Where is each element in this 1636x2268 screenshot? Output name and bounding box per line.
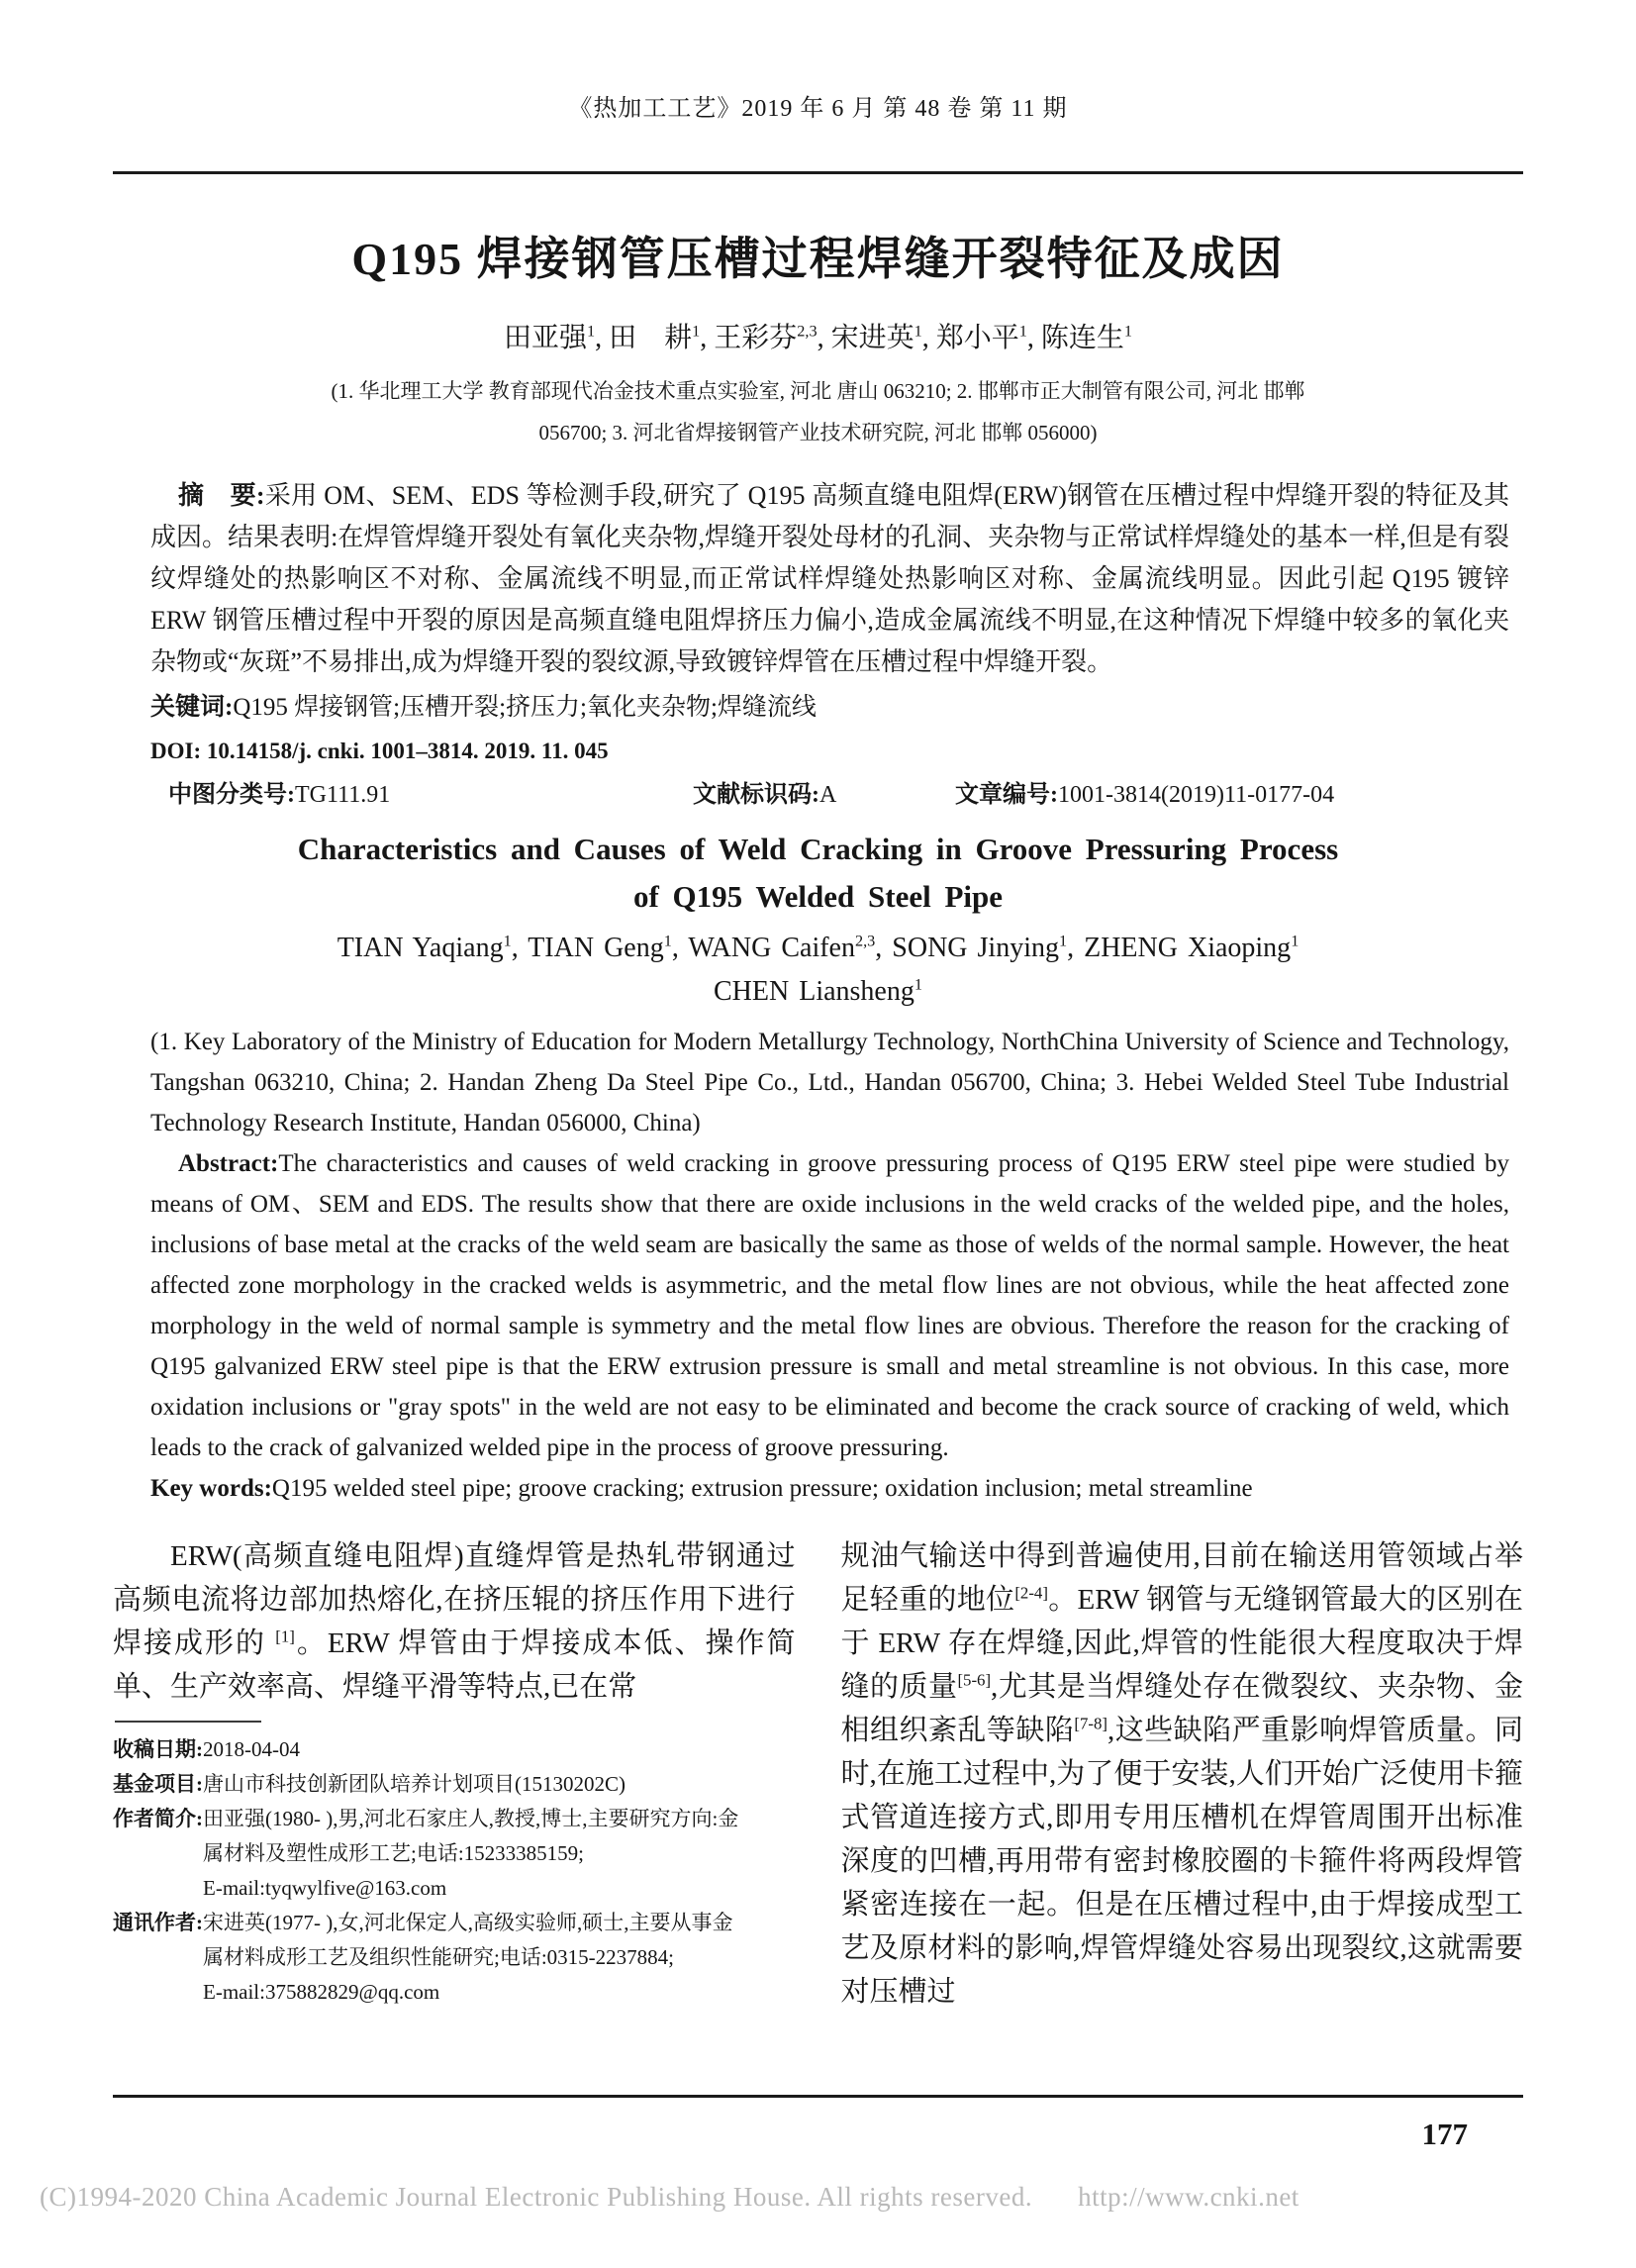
article-title-zh: Q195 焊接钢管压槽过程焊缝开裂特征及成因	[351, 234, 1285, 284]
footnote-label: 收稿日期:	[113, 1737, 203, 1761]
footer	[40, 2182, 1299, 2213]
article-title-en	[113, 826, 1523, 921]
affiliation-zh-line2: 056700; 3. 河北省焊接钢管产业技术研究院, 河北 邯郸 056000)	[538, 421, 1098, 444]
abstract-en	[150, 1143, 1509, 1468]
author-name: 郑小平	[935, 323, 1019, 353]
author-separator: ,	[817, 323, 831, 353]
author-name: WANG Caifen	[688, 933, 855, 963]
keywords-zh-label: 关键词:	[150, 694, 234, 721]
author-superscript: 1	[1058, 932, 1068, 950]
author-superscript: 1	[503, 932, 512, 950]
authors-zh	[113, 319, 1523, 358]
article-id-value: 1001-3814(2019)11-0177-04	[1058, 782, 1335, 808]
author	[337, 933, 529, 963]
footnotes	[113, 1732, 796, 2010]
footnote-line: 田亚强(1980- ),男,河北石家庄人,教授,博士,主要研究方向:金	[203, 1807, 739, 1830]
abstract-zh-label: 摘 要:	[178, 481, 265, 510]
author-separator: ,	[671, 933, 689, 963]
author-separator: ,	[595, 323, 610, 353]
author	[1041, 323, 1132, 353]
author	[528, 933, 688, 963]
footnote-line: 唐山市科技创新团队培养计划项目(15130202C)	[203, 1772, 626, 1796]
footnote-text	[203, 1802, 738, 1906]
body-text: 规油气输送中得到普遍使用,目前在输送用管领域占举足轻重的地位	[840, 1540, 1523, 1616]
doi-line: DOI: 10.14158/j. cnki. 1001–3814. 2019. 11. 045	[150, 739, 609, 763]
author-superscript: 1	[914, 975, 922, 994]
body-text: 。ERW 钢管与无缝钢管最大的区别在于 ERW 存在焊缝,因此,焊管的性能很大程度取决于焊缝的质量	[840, 1584, 1523, 1703]
author	[688, 933, 892, 963]
journal-header: 《热加工工艺》2019 年 6 月 第 48 卷 第 11 期	[568, 96, 1068, 122]
author-superscript: 1	[1291, 932, 1299, 950]
keywords-zh-text: Q195 焊接钢管;压槽开裂;挤压力;氧化夹杂物;焊缝流线	[233, 694, 817, 721]
author-superscript: 2,3	[854, 932, 876, 950]
author-superscript: 1	[1123, 322, 1132, 341]
article-id-label: 文章编号:	[955, 782, 1058, 808]
footnote-line: 2018-04-04	[203, 1737, 300, 1761]
author-superscript: 2,3	[797, 322, 818, 341]
author-superscript: 1	[663, 932, 672, 950]
author-separator: ,	[1026, 323, 1041, 353]
author	[1084, 933, 1299, 963]
footnote-line: E-mail:375882829@qq.com	[203, 1980, 440, 2004]
abstract-zh-text: 采用 OM、SEM、EDS 等检测手段,研究了 Q195 高频直缝电阻焊(ERW)钢管在压槽过程中焊缝开裂的特征及其成因。结果表明:在焊管焊缝开裂处有氧化夹杂物,焊缝开裂处母材的孔洞、夹杂物与正常试样焊缝处的基本一样,但是有裂纹焊缝处的热影响区不对称、金属流线不明显,而正常试样焊缝处热影响区对称、金属流线明显。因此引起 Q195 镀锌 ERW 钢管压槽过程中开裂的原因是高频直缝电阻焊挤压力偏小,造成金属流线不明显,在这种情况下焊缝中较多的氧化夹杂物或“灰斑”不易排出,成为焊缝开裂的裂纹源,导致镀锌焊管在压槽过程中焊缝开裂。	[150, 481, 1509, 676]
reference-superscript: [1]	[275, 1627, 295, 1646]
footnote-text	[203, 1732, 300, 1767]
author	[504, 323, 609, 353]
authors-en-line1	[113, 927, 1523, 970]
keywords-zh	[150, 687, 1509, 729]
footer-copyright: (C)1994-2020 China Academic Journal Electronic Publishing House. All rights reserved.	[40, 2182, 1033, 2212]
abstract-en-text: The characteristics and causes of weld cracking in groove pressuring process of Q195 ERW steel pipe were studied by means of OM、SEM and EDS. The results show that there are oxide inclusions in the weld cracks of the welded pipe, and the holes, inclusions of base metal at the cracks of the weld seam are basically the same as those of welds of the normal sample. However, the heat affected zone morphology in the cracked welds is asymmetric, and the metal flow lines are not obvious, while the heat affected zone morphology in the weld of normal sample is symmetry and the metal flow lines are obvious. Therefore the reason for the cracking of Q195 galvanized ERW steel pipe is that the ERW extrusion pressure is small and metal streamline is not obvious. In this case, more oxidation inclusions or "gray spots" in the weld are not easy to be eliminated and become the crack source of cracking of weld, which leads to the crack of galvanized welded pipe in the process of groove pressuring.	[150, 1150, 1509, 1461]
author-separator: ,	[875, 933, 893, 963]
body-text: ERW(高频直缝电阻焊)直缝焊管是热轧带钢通过高频电流将边部加热熔化,在挤压辊的挤压作用下进行焊接成形的	[113, 1540, 796, 1659]
body-left-column	[113, 1534, 796, 2014]
author	[831, 323, 936, 353]
author-name: 田 耕	[609, 323, 693, 353]
author-superscript: 1	[1018, 322, 1027, 341]
author-name: 王彩芬	[714, 323, 798, 353]
intro-paragraph-left	[113, 1534, 796, 1709]
body-text: 。ERW 焊管由于焊接成本低、操作简单、生产效率高、焊缝平滑等特点,已在常	[113, 1627, 796, 1703]
author	[609, 323, 714, 353]
footnote-rule	[115, 1721, 261, 1723]
author-name: CHEN Liansheng	[714, 976, 914, 1007]
keywords-en-label: Key words:	[150, 1475, 272, 1502]
body-right-column	[841, 1534, 1524, 2014]
authors-en-line2	[113, 970, 1523, 1014]
footnote-line: 属材料及塑性成形工艺;电话:15233385159;	[203, 1841, 585, 1865]
author-name: ZHENG Xiaoping	[1084, 933, 1292, 963]
affiliation-zh-line1: (1. 华北理工大学 教育部现代冶金技术重点实验室, 河北 唐山 063210; 2. 邯郸市正大制管有限公司, 河北 邯郸	[331, 379, 1305, 403]
top-rule	[113, 171, 1523, 174]
clc-value: TG111.91	[295, 782, 391, 808]
keywords-en-text: Q195 welded steel pipe; groove cracking; extrusion pressure; oxidation inclusion; metal streamline	[271, 1475, 1253, 1502]
author-name: TIAN Geng	[528, 933, 664, 963]
author-separator: ,	[1067, 933, 1085, 963]
classification-row	[168, 774, 1523, 816]
intro-paragraph-right	[841, 1534, 1524, 2014]
document-code	[693, 774, 955, 816]
footnote-line: 宋进英(1977- ),女,河北保定人,高级实验师,硕士,主要从事金	[203, 1911, 733, 1934]
article-title-en-line2: of Q195 Welded Steel Pipe	[632, 879, 1004, 914]
clc-number	[168, 774, 693, 816]
author-separator: ,	[700, 323, 715, 353]
author-name: 宋进英	[830, 323, 914, 353]
article-title-en-line1: Characteristics and Causes of Weld Cracking in Groove Pressuring Process	[297, 832, 1339, 866]
footnote-label: 基金项目:	[113, 1772, 203, 1796]
author	[714, 976, 922, 1007]
footnote-text	[203, 1767, 626, 1802]
document-code-value: A	[819, 782, 837, 808]
author-separator: ,	[921, 323, 936, 353]
footnote-line: E-mail:tyqwylfive@163.com	[203, 1876, 447, 1900]
body-text: ,这些缺陷严重影响焊管质量。同时,在施工过程中,为了便于安装,人们开始广泛使用卡箍式管道连接方式,即用专用压槽机在焊管周围开出标准深度的凹槽,再用带有密封橡胶圈的卡箍件将两段焊管紧密连接在一起。但是在压槽过程中,由于焊接成型工艺及原材料的影响,焊管焊缝处容易出现裂纹,这就需要对压槽过	[840, 1715, 1523, 2008]
authors-en	[113, 927, 1523, 1014]
reference-superscript: [7-8]	[1074, 1714, 1107, 1733]
footnote-fund-project	[113, 1767, 796, 1802]
author-name: TIAN Yaqiang	[337, 933, 504, 963]
affiliation-zh	[113, 370, 1523, 453]
body-columns	[113, 1534, 1523, 2014]
reference-superscript: [2-4]	[1014, 1583, 1048, 1603]
footnote-label: 通讯作者:	[113, 1911, 203, 1934]
author-name: 陈连生	[1040, 323, 1124, 353]
author-superscript: 1	[587, 322, 596, 341]
affiliation-en: (1. Key Laboratory of the Ministry of Education for Modern Metallurgy Technology, NorthChina University of Science and Technology, Tangshan 063210, China; 2. Handan Zheng Da Steel Pipe Co., Ltd., Handan 056700, China; 3. Hebei Welded Steel Tube Industrial Technology Research Institute, Handan 056000, China)	[150, 1029, 1509, 1136]
footer-url: http://www.cnki.net	[1078, 2182, 1299, 2212]
footnote-received-date	[113, 1732, 796, 1767]
body-text: ,尤其是当焊缝处存在微裂纹、夹杂物、金相组织紊乱等缺陷	[840, 1671, 1523, 1746]
footnote-corresponding-author	[113, 1906, 796, 2010]
footnote-line: 属材料成形工艺及组织性能研究;电话:0315-2237884;	[203, 1945, 674, 1969]
author-superscript: 1	[914, 322, 922, 341]
footnote-label: 作者简介:	[113, 1807, 203, 1830]
author-superscript: 1	[692, 322, 701, 341]
bottom-rule	[113, 2095, 1523, 2098]
clc-label: 中图分类号:	[168, 782, 295, 808]
author-separator: ,	[511, 933, 529, 963]
reference-superscript: [5-6]	[957, 1670, 992, 1690]
author	[892, 933, 1084, 963]
keywords-en	[150, 1468, 1509, 1509]
article-id	[955, 774, 1334, 816]
author	[936, 323, 1041, 353]
footnote-author-bio	[113, 1802, 796, 1906]
author	[714, 323, 830, 353]
author-name: SONG Jinying	[892, 933, 1059, 963]
footnote-text	[203, 1906, 732, 2010]
page-number: 177	[1421, 2117, 1468, 2151]
abstract-zh	[150, 475, 1509, 683]
abstract-en-label: Abstract:	[178, 1150, 279, 1177]
document-code-label: 文献标识码:	[693, 782, 819, 808]
author-name: 田亚强	[503, 323, 587, 353]
